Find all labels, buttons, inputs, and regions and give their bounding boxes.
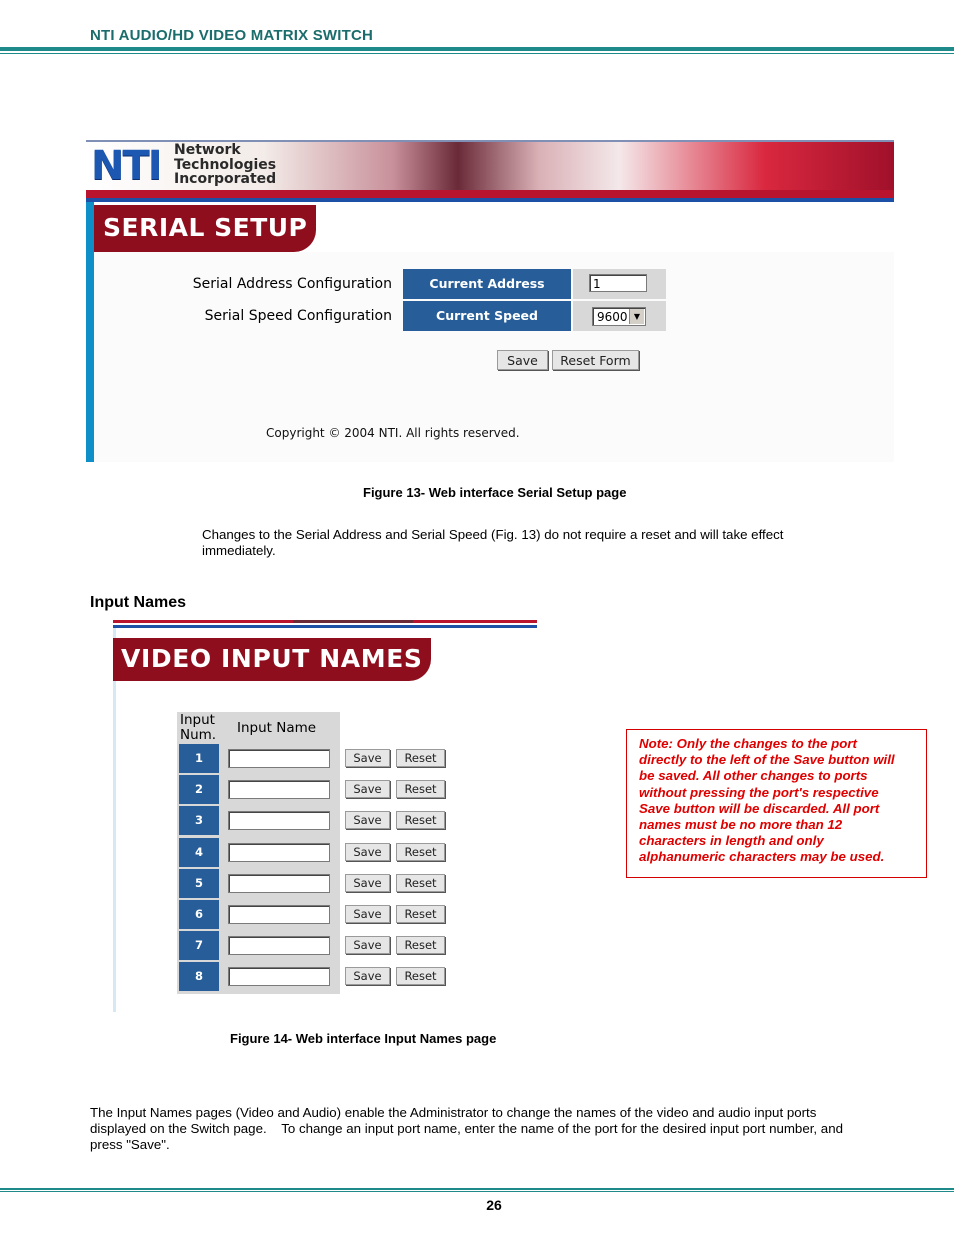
video-input-names-title: VIDEO INPUT NAMES: [121, 644, 423, 673]
input-name-field[interactable]: [228, 936, 330, 955]
input-num-header-line1: Input: [180, 712, 215, 728]
left-accent-bar: [86, 202, 94, 462]
company-name-line2: Technologies: [174, 156, 277, 173]
row-save-button[interactable]: Save: [345, 811, 390, 829]
serial-address-input[interactable]: 1: [589, 274, 647, 292]
banner-blue-line: [113, 625, 537, 628]
row-reset-button[interactable]: Reset: [396, 749, 445, 767]
row-save-button[interactable]: Save: [345, 905, 390, 923]
note-line: directly to the left of the Save button will: [639, 752, 895, 768]
note-line: Note: Only the changes to the port: [639, 736, 857, 751]
input-names-paragraph-line2: displayed on the Switch page. To change an input port name, enter the name of the port for the desired input port number, and: [90, 1121, 843, 1136]
header-divider-thin: [0, 53, 954, 54]
note-line: Save button will be discarded. All port: [639, 800, 880, 816]
current-address-header: Current Address: [403, 269, 571, 299]
input-number-cell: 3: [179, 806, 219, 835]
input-number-cell: 2: [179, 775, 219, 804]
reset-form-button[interactable]: Reset Form: [552, 350, 639, 370]
input-number-cell: 5: [179, 869, 219, 898]
banner-blue-line: [86, 198, 894, 202]
input-number-cell: 1: [179, 744, 219, 773]
company-name-line1: Network: [174, 142, 241, 158]
figure-13-caption: Figure 13- Web interface Serial Setup page: [363, 485, 627, 500]
row-reset-button[interactable]: Reset: [396, 936, 445, 954]
current-speed-cell: [573, 301, 666, 331]
input-name-field[interactable]: [228, 967, 330, 986]
row-save-button[interactable]: Save: [345, 780, 390, 798]
row-reset-button[interactable]: Reset: [396, 967, 445, 985]
serial-setup-screenshot: [86, 140, 894, 462]
page-number: 26: [486, 1197, 502, 1213]
footer-divider-thin: [0, 1191, 954, 1192]
note-line: without pressing the port's respective: [639, 784, 879, 800]
input-num-header-line2: Num.: [180, 727, 217, 743]
input-name-field[interactable]: [228, 874, 330, 893]
note-line: alphanumeric characters may be used.: [639, 849, 885, 865]
serial-changes-paragraph: Changes to the Serial Address and Serial Speed (Fig. 13) do not require a reset and will take effect immediately.: [202, 527, 784, 558]
current-speed-header: Current Speed: [403, 301, 571, 331]
header-divider: [0, 47, 954, 51]
current-address-cell: [573, 269, 666, 299]
left-accent-bar: [113, 628, 116, 1012]
copyright-text: Copyright © 2004 NTI. All rights reserved.: [266, 426, 520, 440]
input-number-cell: 6: [179, 900, 219, 929]
row-reset-button[interactable]: Reset: [396, 780, 445, 798]
row-reset-button[interactable]: Reset: [396, 905, 445, 923]
input-name-field[interactable]: [228, 749, 330, 768]
chevron-down-icon[interactable]: ▼: [629, 309, 644, 324]
input-names-heading: Input Names: [90, 594, 187, 611]
row-reset-button[interactable]: Reset: [396, 874, 445, 892]
note-line: characters in length and only: [639, 833, 824, 849]
input-name-field[interactable]: [228, 843, 330, 862]
input-num-header: [180, 713, 216, 743]
serial-setup-title-banner: [94, 205, 316, 252]
row-save-button[interactable]: Save: [345, 843, 390, 861]
row-save-button[interactable]: Save: [345, 967, 390, 985]
page-header-title: NTI AUDIO/HD VIDEO MATRIX SWITCH: [90, 27, 374, 44]
company-name-line3: Incorporated: [174, 171, 277, 187]
row-reset-button[interactable]: Reset: [396, 843, 445, 861]
input-name-header: Input Name: [237, 720, 317, 736]
save-button[interactable]: Save: [497, 350, 548, 370]
input-names-paragraph-line1: The Input Names pages (Video and Audio) enable the Administrator to change the names of the video and audio input ports: [90, 1105, 817, 1120]
nti-logo-icon: NTI: [91, 143, 161, 189]
company-name: [174, 143, 276, 187]
serial-setup-title: SERIAL SETUP: [103, 213, 308, 242]
input-number-cell: 7: [179, 931, 219, 960]
video-input-names-screenshot: [113, 620, 537, 1012]
row-save-button[interactable]: Save: [345, 749, 390, 767]
serial-speed-select[interactable]: [592, 307, 646, 326]
row-save-button[interactable]: Save: [345, 874, 390, 892]
input-name-field[interactable]: [228, 780, 330, 799]
note-box: [626, 729, 927, 878]
serial-address-label: Serial Address Configuration: [192, 276, 392, 292]
note-line: be saved. All other changes to ports: [639, 768, 868, 784]
input-number-cell: 4: [179, 838, 219, 867]
footer-divider: [0, 1188, 954, 1190]
input-names-paragraph-line3: press "Save".: [90, 1137, 170, 1152]
row-reset-button[interactable]: Reset: [396, 811, 445, 829]
row-save-button[interactable]: Save: [345, 936, 390, 954]
input-name-field[interactable]: [228, 905, 330, 924]
input-name-field[interactable]: [228, 811, 330, 830]
video-input-names-title-banner: [113, 638, 431, 681]
figure-14-caption: Figure 14- Web interface Input Names page: [230, 1031, 497, 1046]
input-number-cell: 8: [179, 962, 219, 991]
serial-speed-value: 9600: [597, 310, 628, 324]
banner-stripe: [86, 190, 894, 198]
serial-speed-label: Serial Speed Configuration: [204, 308, 392, 324]
note-line: names must be no more than 12: [639, 817, 843, 833]
